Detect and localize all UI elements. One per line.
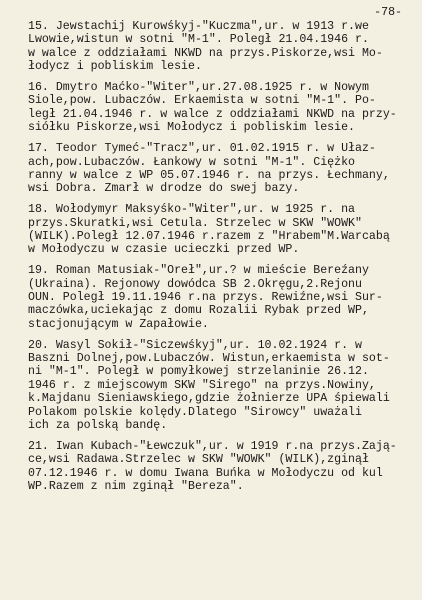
entry-line: 15. Jewstachij Kurowśkyj-"Kuczma",ur. w 1913 r.we — [28, 20, 369, 33]
entry-line: ranny w walce z WP 05.07.1946 r. na przys. Łechmany, — [28, 168, 390, 182]
entry-line: Baszni Dolnej,pow.Lubaczów. Wistun,erkaemista w sot- — [28, 352, 390, 366]
entry-line: ce,wsi Radawa.Strzelec w SKW "WOWK" (WILK),zginął — [28, 453, 369, 467]
entry-18 — [28, 203, 408, 257]
entry-16 — [28, 81, 408, 135]
entry-line: 21. Iwan Kubach-"Łewczuk",ur. w 1919 r.na przys.Zają- — [28, 439, 397, 453]
entry-line: maczówka,uciekając z domu Rozalii Rybak przed WP, — [28, 304, 369, 318]
entry-line: łodycz i pobliskim lesie. — [28, 60, 202, 74]
entry-line: 07.12.1946 r. w domu Iwana Buńka w Mołodyczu od kul — [28, 466, 383, 480]
entry-20 — [28, 339, 408, 433]
entry-line: ach,pow.Lubaczów. Łankowy w sotni "M-1". Ciężko — [28, 155, 355, 169]
entry-line: 1946 r. z miejscowym SKW "Sirego" na przys.Nowiny, — [28, 378, 376, 392]
entry-line: WP.Razem z nim zginął "Bereza". — [28, 480, 244, 494]
entry-21 — [28, 440, 408, 494]
entry-line: 19. Roman Matusiak-"Oreł",ur.? w mieście Bereźany — [28, 264, 369, 278]
entry-line: 18. Wołodymyr Maksyśko-"Witer",ur. w 1925 r. na — [28, 203, 355, 217]
entry-19 — [28, 264, 408, 331]
entry-line: ich za polską bandę. — [28, 419, 168, 433]
entry-line: (Ukraina). Rejonowy dowódca SB 2.Okręgu,2.Rejonu — [28, 277, 362, 291]
entry-line: przys.Skuratki,wsi Cetula. Strzelec w SKW "WOWK" — [28, 216, 362, 230]
entry-line: ni "M-1". Poległ w pomyłkowej strzelaninie 26.12. — [28, 365, 369, 379]
entry-line: Siole,pow. Lubaczów. Erkaemista w sotni "M-1". Po- — [28, 94, 376, 108]
entry-line: siółku Piskorze,wsi Mołodycz i pobliskim lesie. — [28, 121, 355, 135]
entry-line: 20. Wasyl Sokił-"Siczewśkyj",ur. 10.02.1924 r. w — [28, 338, 362, 352]
entry-line: w walce z oddziałami NKWD na przys.Piskorze,wsi Mo- — [28, 46, 383, 60]
entry-line: stacjonującym w Zapałowie. — [28, 317, 209, 331]
entry-15 — [28, 20, 408, 74]
page-number: -78- — [374, 6, 402, 19]
entry-line: w Mołodyczu w czasie ucieczki przed WP. — [28, 243, 300, 257]
entry-line: Polakom polskie kolędy.Dlatego "Sirowcy" uważali — [28, 405, 362, 419]
entry-line: k.Majdanu Sieniawskiego,gdzie żołnierze UPA śpiewali — [28, 392, 390, 406]
entry-line: 17. Teodor Tymeć-"Tracz",ur. 01.02.1915 r. w Ułaz- — [28, 142, 376, 156]
entry-line: (WILK).Poległ 12.07.1946 r.razem z "Hrabem"M.Warcabą — [28, 229, 390, 243]
entry-17 — [28, 142, 408, 196]
entry-line: legł 21.04.1946 r. w walce z oddziałami NKWD na przy- — [28, 107, 397, 121]
entry-line: OUN. Poległ 19.11.1946 r.na przys. Rewiźne,wsi Sur- — [28, 291, 383, 305]
entries-list — [28, 20, 408, 494]
entry-line: 16. Dmytro Maćko-"Witer",ur.27.08.1925 r. w Nowym — [28, 81, 369, 95]
entry-line: wsi Dobra. Zmarł w drodze do swej bazy. — [28, 182, 300, 196]
entry-line: Lwowie,wistun w sotni "M-1". Poległ 21.04.1946 r. — [28, 33, 369, 47]
